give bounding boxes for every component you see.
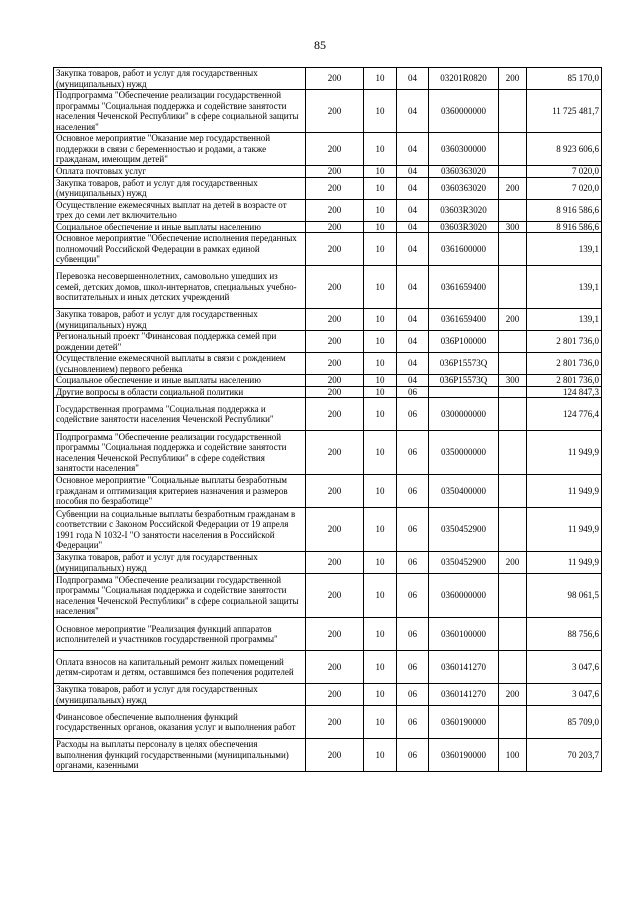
table-row: [54, 739, 602, 772]
table-row: [54, 68, 602, 90]
col-subsection: 04: [397, 90, 429, 133]
col-expense-type: 200: [499, 177, 527, 199]
col-ministry-code: 200: [306, 651, 364, 684]
table-row: [54, 331, 602, 353]
col-expense-type: 200: [499, 684, 527, 706]
col-amount: 2 801 736,0: [527, 353, 602, 375]
table-row: [54, 133, 602, 166]
col-target-article: 036P100000: [429, 331, 499, 353]
col-target-article: 0350400000: [429, 475, 499, 508]
col-amount: 11 949,9: [527, 475, 602, 508]
table-body: [54, 68, 602, 772]
col-section: 10: [364, 331, 397, 353]
col-amount: 11 949,9: [527, 508, 602, 552]
row-name: Расходы на выплаты персоналу в целях обеспечения выполнения функций государственными (муниципальными) органами, казенными: [54, 739, 306, 772]
col-expense-type: [499, 651, 527, 684]
col-amount: 3 047,6: [527, 684, 602, 706]
col-ministry-code: 200: [306, 739, 364, 772]
col-subsection: 06: [397, 398, 429, 431]
col-ministry-code: 200: [306, 353, 364, 375]
col-target-article: 0360000000: [429, 574, 499, 618]
row-name: Осуществление ежемесячных выплат на детей в возрасте от трех до семи лет включительно: [54, 199, 306, 221]
col-ministry-code: 200: [306, 266, 364, 309]
col-section: 10: [364, 375, 397, 387]
budget-table: [53, 67, 602, 772]
col-ministry-code: 200: [306, 574, 364, 618]
col-subsection: 06: [397, 508, 429, 552]
row-name: Подпрограмма "Обеспечение реализации государственной программы "Социальная поддержка и содействие занятости населения Чеченской Республики" в сфере содействия занятости населения": [54, 431, 306, 475]
col-section: 10: [364, 706, 397, 739]
table-row: [54, 618, 602, 651]
col-expense-type: [499, 618, 527, 651]
col-target-article: 0360100000: [429, 618, 499, 651]
col-amount: 11 949,9: [527, 431, 602, 475]
col-amount: 85 709,0: [527, 706, 602, 739]
col-section: 10: [364, 133, 397, 166]
col-expense-type: [499, 199, 527, 221]
col-section: 10: [364, 398, 397, 431]
col-target-article: 0360190000: [429, 706, 499, 739]
col-amount: 7 020,0: [527, 177, 602, 199]
col-amount: 3 047,6: [527, 651, 602, 684]
col-amount: 139,1: [527, 266, 602, 309]
col-section: 10: [364, 552, 397, 574]
col-ministry-code: 200: [306, 309, 364, 331]
col-target-article: 036P15573Q: [429, 353, 499, 375]
col-expense-type: 200: [499, 552, 527, 574]
table-row: [54, 233, 602, 266]
row-name: Осуществление ежемесячной выплаты в связи с рождением (усыновлением) первого ребенка: [54, 353, 306, 375]
col-expense-type: [499, 475, 527, 508]
col-subsection: 04: [397, 309, 429, 331]
col-target-article: 0350000000: [429, 431, 499, 475]
col-subsection: 06: [397, 552, 429, 574]
col-subsection: 06: [397, 431, 429, 475]
col-expense-type: [499, 431, 527, 475]
col-section: 10: [364, 199, 397, 221]
col-target-article: 0350452900: [429, 508, 499, 552]
col-expense-type: [499, 706, 527, 739]
col-amount: 8 923 606,6: [527, 133, 602, 166]
col-expense-type: [499, 398, 527, 431]
col-expense-type: [499, 353, 527, 375]
row-name: Государственная программа "Социальная поддержка и содействие занятости населения Чеченской Республики": [54, 398, 306, 431]
col-target-article: 0360363020: [429, 166, 499, 178]
table-row: [54, 166, 602, 178]
col-target-article: 036P15573Q: [429, 375, 499, 387]
col-target-article: 0350452900: [429, 552, 499, 574]
col-ministry-code: 200: [306, 233, 364, 266]
col-subsection: 06: [397, 618, 429, 651]
col-expense-type: [499, 266, 527, 309]
row-name: Подпрограмма "Обеспечение реализации государственной программы "Социальная поддержка и содействие занятости населения Чеченской Республики" в сфере социальной защиты населения": [54, 574, 306, 618]
col-expense-type: 300: [499, 221, 527, 233]
row-name: Социальное обеспечение и иные выплаты населению: [54, 221, 306, 233]
col-subsection: 04: [397, 166, 429, 178]
col-section: 10: [364, 353, 397, 375]
row-name: Закупка товаров, работ и услуг для государственных (муниципальных) нужд: [54, 177, 306, 199]
col-expense-type: [499, 508, 527, 552]
col-target-article: [429, 386, 499, 398]
col-target-article: 0360300000: [429, 133, 499, 166]
col-target-article: 0360190000: [429, 739, 499, 772]
col-subsection: 06: [397, 574, 429, 618]
col-amount: 124 847,3: [527, 386, 602, 398]
col-subsection: 06: [397, 706, 429, 739]
col-subsection: 06: [397, 684, 429, 706]
table-row: [54, 375, 602, 387]
col-target-article: 03603R3020: [429, 199, 499, 221]
col-ministry-code: 200: [306, 133, 364, 166]
col-subsection: 06: [397, 386, 429, 398]
row-name: Основное мероприятие "Реализация функций аппаратов исполнителей и участников государственной программы": [54, 618, 306, 651]
table-row: [54, 508, 602, 552]
table-row: [54, 386, 602, 398]
col-expense-type: [499, 90, 527, 133]
col-amount: 88 756,6: [527, 618, 602, 651]
col-amount: 2 801 736,0: [527, 331, 602, 353]
col-target-article: 03201R0820: [429, 68, 499, 90]
table-row: [54, 706, 602, 739]
col-subsection: 04: [397, 68, 429, 90]
col-amount: 11 725 481,7: [527, 90, 602, 133]
col-section: 10: [364, 684, 397, 706]
row-name: Перевозка несовершеннолетних, самовольно ушедших из семей, детских домов, школ-интернатов, специальных учебно-воспитательных и иных детских учреждений: [54, 266, 306, 309]
table-row: [54, 431, 602, 475]
col-ministry-code: 200: [306, 684, 364, 706]
col-subsection: 04: [397, 233, 429, 266]
col-ministry-code: 200: [306, 431, 364, 475]
col-section: 10: [364, 233, 397, 266]
col-section: 10: [364, 574, 397, 618]
table-row: [54, 552, 602, 574]
col-target-article: 0360363020: [429, 177, 499, 199]
col-ministry-code: 200: [306, 375, 364, 387]
col-section: 10: [364, 618, 397, 651]
col-amount: 139,1: [527, 233, 602, 266]
col-amount: 124 776,4: [527, 398, 602, 431]
col-amount: 85 170,0: [527, 68, 602, 90]
col-section: 10: [364, 508, 397, 552]
table-row: [54, 398, 602, 431]
col-target-article: 0360000000: [429, 90, 499, 133]
col-section: 10: [364, 739, 397, 772]
col-expense-type: 300: [499, 375, 527, 387]
col-ministry-code: 200: [306, 618, 364, 651]
col-amount: 8 916 586,6: [527, 221, 602, 233]
col-target-article: 0361659400: [429, 266, 499, 309]
row-name: Субвенции на социальные выплаты безработным гражданам в соответствии с Законом Российской Федерации от 19 апреля 1991 года N 1032-I "О занятости населения в Российской Федерации": [54, 508, 306, 552]
col-subsection: 04: [397, 353, 429, 375]
row-name: Основное мероприятие "Оказание мер государственной поддержки в связи с беременностью и родами, а также гражданам, имеющим детей": [54, 133, 306, 166]
col-expense-type: [499, 331, 527, 353]
col-target-article: 0361659400: [429, 309, 499, 331]
col-ministry-code: 200: [306, 166, 364, 178]
col-ministry-code: 200: [306, 398, 364, 431]
table-row: [54, 221, 602, 233]
table-row: [54, 177, 602, 199]
row-name: Социальное обеспечение и иные выплаты населению: [54, 375, 306, 387]
table-row: [54, 684, 602, 706]
table-row: [54, 309, 602, 331]
col-expense-type: 100: [499, 739, 527, 772]
col-ministry-code: 200: [306, 386, 364, 398]
col-amount: 8 916 586,6: [527, 199, 602, 221]
col-ministry-code: 200: [306, 177, 364, 199]
col-ministry-code: 200: [306, 706, 364, 739]
col-section: 10: [364, 166, 397, 178]
col-subsection: 06: [397, 739, 429, 772]
col-ministry-code: 200: [306, 552, 364, 574]
col-target-article: 0300000000: [429, 398, 499, 431]
page-number: 85: [314, 38, 326, 52]
col-ministry-code: 200: [306, 90, 364, 133]
col-subsection: 06: [397, 651, 429, 684]
row-name: Основное мероприятие "Обеспечение исполнения переданных полномочий Российской Федерации в рамках единой субвенции": [54, 233, 306, 266]
col-target-article: 0361600000: [429, 233, 499, 266]
table-row: [54, 651, 602, 684]
col-expense-type: 200: [499, 309, 527, 331]
table-row: [54, 574, 602, 618]
col-section: 10: [364, 177, 397, 199]
row-name: Оплата взносов на капитальный ремонт жилых помещений детям-сиротам и детям, оставшимся без попечения родителей: [54, 651, 306, 684]
col-subsection: 04: [397, 133, 429, 166]
table-row: [54, 199, 602, 221]
row-name: Основное мероприятие "Социальные выплаты безработным гражданам и оптимизация критериев назначения и размеров пособия по безработице": [54, 475, 306, 508]
col-ministry-code: 200: [306, 68, 364, 90]
col-ministry-code: 200: [306, 331, 364, 353]
col-expense-type: [499, 574, 527, 618]
col-expense-type: [499, 133, 527, 166]
col-amount: 98 061,5: [527, 574, 602, 618]
col-subsection: 04: [397, 177, 429, 199]
col-ministry-code: 200: [306, 508, 364, 552]
col-target-article: 03603R3020: [429, 221, 499, 233]
col-amount: 70 203,7: [527, 739, 602, 772]
row-name: Закупка товаров, работ и услуг для государственных (муниципальных) нужд: [54, 552, 306, 574]
col-subsection: 04: [397, 375, 429, 387]
table-row: [54, 266, 602, 309]
col-section: 10: [364, 90, 397, 133]
col-amount: 139,1: [527, 309, 602, 331]
col-subsection: 04: [397, 331, 429, 353]
row-name: Оплата почтовых услуг: [54, 166, 306, 178]
col-section: 10: [364, 386, 397, 398]
col-amount: 2 801 736,0: [527, 375, 602, 387]
row-name: Закупка товаров, работ и услуг для государственных (муниципальных) нужд: [54, 684, 306, 706]
col-amount: 11 949,9: [527, 552, 602, 574]
col-section: 10: [364, 309, 397, 331]
row-name: Финансовое обеспечение выполнения функций государственных органов, оказания услуг и выполнения работ: [54, 706, 306, 739]
row-name: Закупка товаров, работ и услуг для государственных (муниципальных) нужд: [54, 309, 306, 331]
row-name: Закупка товаров, работ и услуг для государственных (муниципальных) нужд: [54, 68, 306, 90]
col-amount: 7 020,0: [527, 166, 602, 178]
col-expense-type: [499, 166, 527, 178]
col-ministry-code: 200: [306, 475, 364, 508]
col-section: 10: [364, 221, 397, 233]
col-section: 10: [364, 651, 397, 684]
col-target-article: 0360141270: [429, 684, 499, 706]
col-section: 10: [364, 475, 397, 508]
col-subsection: 06: [397, 475, 429, 508]
col-expense-type: 200: [499, 68, 527, 90]
row-name: Другие вопросы в области социальной политики: [54, 386, 306, 398]
row-name: Региональный проект "Финансовая поддержка семей при рождении детей": [54, 331, 306, 353]
col-section: 10: [364, 68, 397, 90]
col-ministry-code: 200: [306, 199, 364, 221]
row-name: Подпрограмма "Обеспечение реализации государственной программы "Социальная поддержка и содействие занятости населения Чеченской Республики" в сфере социальной защиты населения": [54, 90, 306, 133]
col-expense-type: [499, 386, 527, 398]
table-row: [54, 353, 602, 375]
col-section: 10: [364, 266, 397, 309]
col-ministry-code: 200: [306, 221, 364, 233]
col-target-article: 0360141270: [429, 651, 499, 684]
table-row: [54, 90, 602, 133]
col-expense-type: [499, 233, 527, 266]
table-row: [54, 475, 602, 508]
col-subsection: 04: [397, 266, 429, 309]
col-section: 10: [364, 431, 397, 475]
col-subsection: 04: [397, 221, 429, 233]
col-subsection: 04: [397, 199, 429, 221]
